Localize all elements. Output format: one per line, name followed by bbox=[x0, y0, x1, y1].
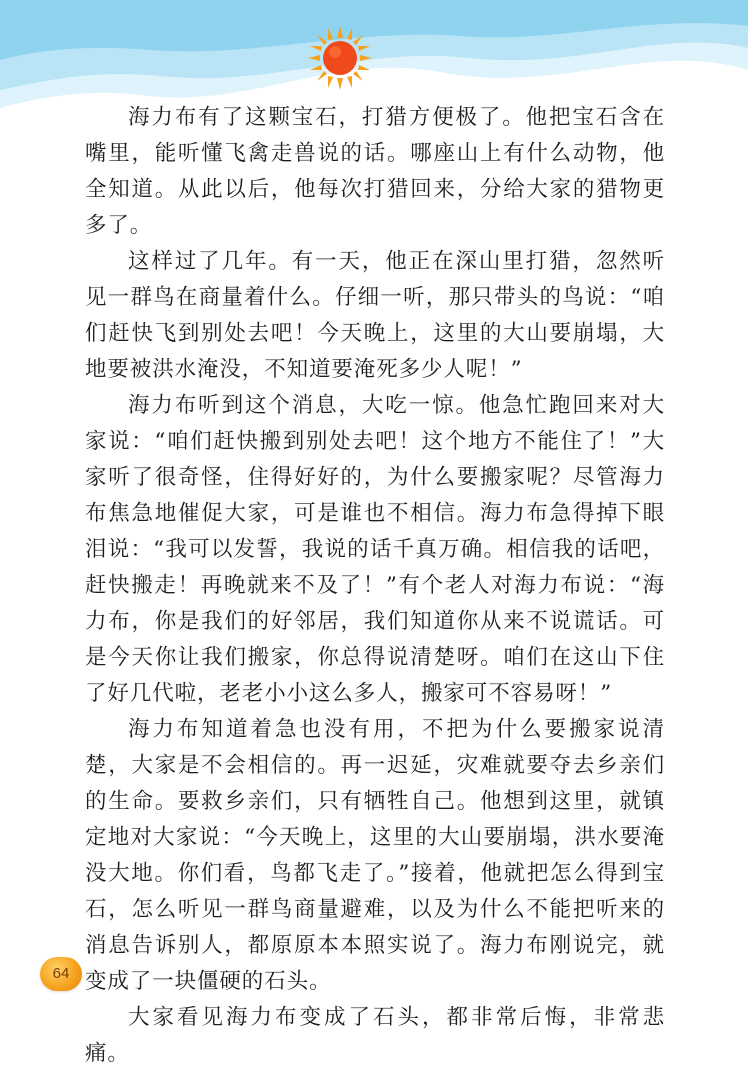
sun-disc bbox=[323, 41, 357, 75]
paragraph-4: 海力布知道着急也没有用，不把为什么要搬家说清楚，大家是不会相信的。再一迟延，灾难就要夺去乡亲们的生命。要救乡亲们，只有牺牲自己。他想到这里，就镇定地对大家说：“今天晚上，这里的大山要崩塌，洪水要淹没大地。你们看，鸟都飞走了。”接着，他就把怎么得到宝石，怎么听见一群鸟商量避难，以及为什么不能把听来的消息告诉别人，都原原本本照实说了。海力布刚说完，就变成了一块僵硬的石头。 bbox=[85, 717, 665, 994]
paragraph-5: 大家看见海力布变成了石头，都非常后悔，非常悲痛。 bbox=[85, 1005, 665, 1066]
page-number: 64 bbox=[52, 965, 70, 982]
paragraph-3: 海力布听到这个消息，大吃一惊。他急忙跑回来对大家说：“咱们赶快搬到别处去吧！这个地方不能住了！”大家听了很奇怪，住得好好的，为什么要搬家呢？尽管海力布焦急地催促大家，可是谁也不相信。海力布急得掉下眼泪说：“我可以发誓，我说的话千真万确。相信我的话吧，赶快搬走！再晚就来不及了！”有个老人对海力布说：“海力布，你是我们的好邻居，我们知道你从来不说谎话。可是今天你让我们搬家，你总得说清楚呀。咱们在这山下住了好几代啦，老老小小这么多人，搬家可不容易呀！” bbox=[85, 393, 665, 706]
story-text bbox=[85, 100, 665, 1072]
page-number-badge bbox=[40, 957, 82, 991]
paragraph-2: 这样过了几年。有一天，他正在深山里打猎，忽然听见一群鸟在商量着什么。仔细一听，那只带头的鸟说：“咱们赶快飞到别处去吧！今天晚上，这里的大山要崩塌，大地要被洪水淹没，不知道要淹死多少人呢！” bbox=[85, 249, 665, 382]
sun-icon bbox=[308, 26, 372, 90]
paragraph-1: 海力布有了这颗宝石，打猎方便极了。他把宝石含在嘴里，能听懂飞禽走兽说的话。哪座山上有什么动物，他全知道。从此以后，他每次打猎回来，分给大家的猎物更多了。 bbox=[85, 105, 665, 238]
